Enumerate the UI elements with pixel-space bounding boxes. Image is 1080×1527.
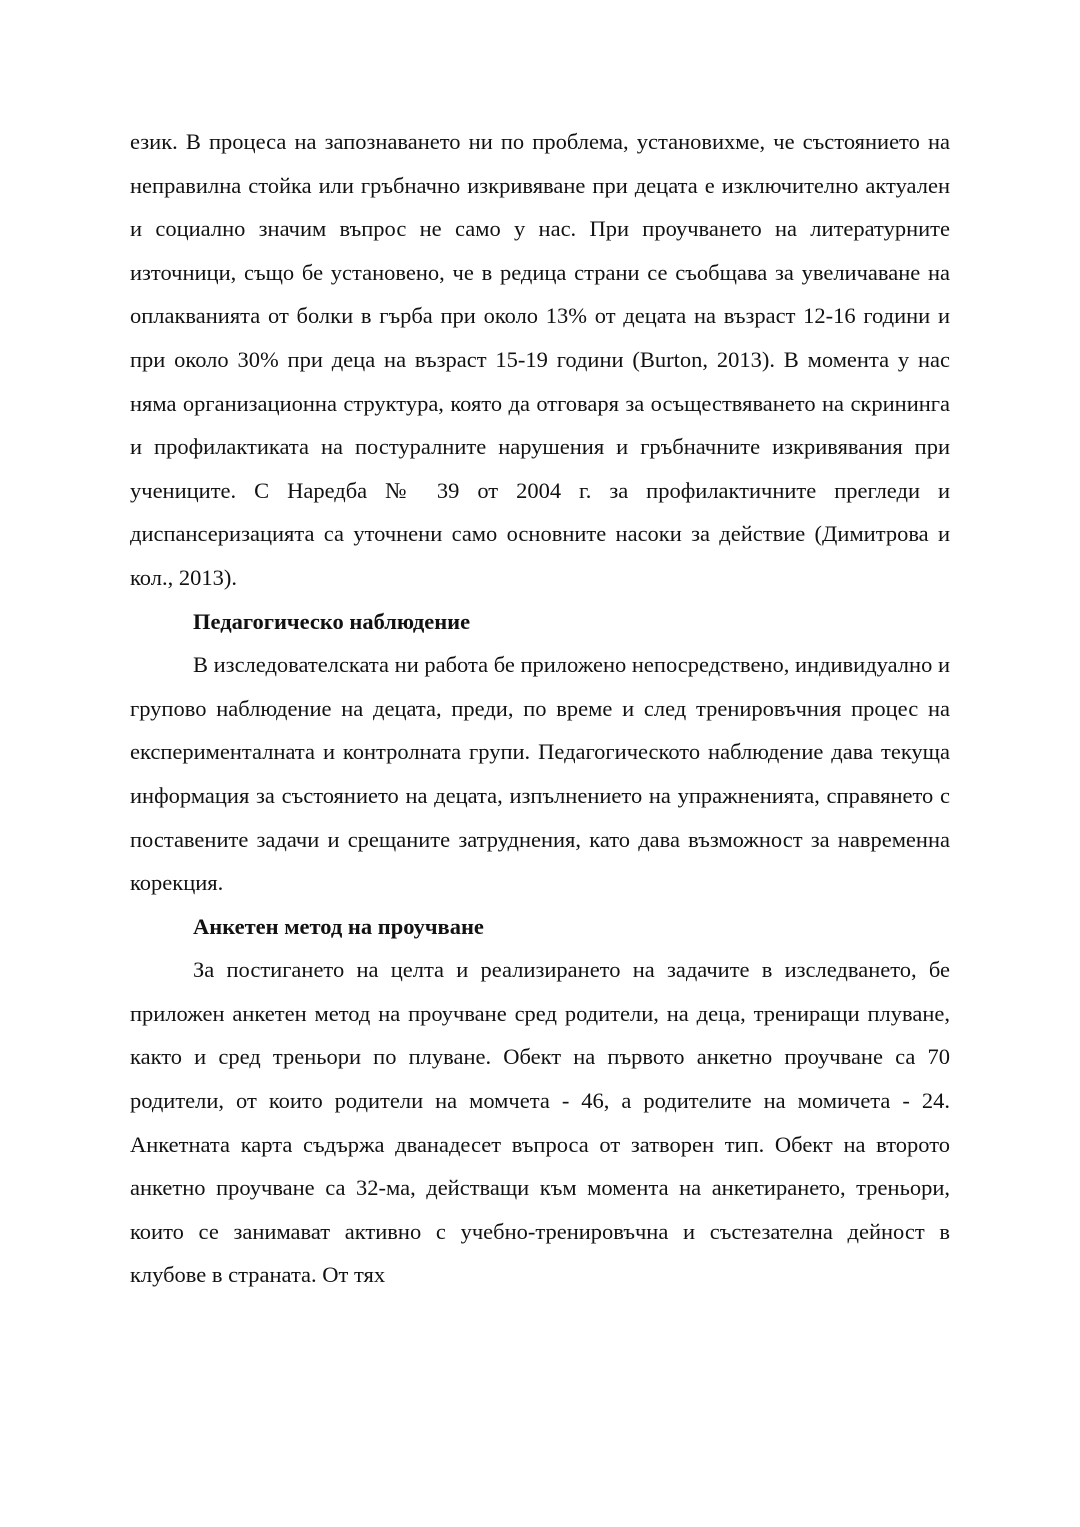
heading-pedagogical-observation: Педагогическо наблюдение <box>193 608 471 634</box>
document-page <box>130 120 950 1297</box>
paragraph-intro: език. В процеса на запознаването ни по проблема, установихме, че състоянието на неправилна стойка или гръбначно изкривяване при децата е изключително актуален и социално значим въпрос не само у нас. При проучването на литературните източници, също бе установено, че в редица страни се съобщава за увеличаване на оплакванията от болки в гърба при около 13% от децата на възраст 12-16 години и при около 30% при деца на възраст 15-19 години (Burton, 2013). В момента у нас няма организационна структура, която да отговаря за осъществяването на скрининга и профилактиката на постуралните нарушения и гръбначните изкривявания при учениците. С Наредба № 39 от 2004 г. за профилактичните прегледи и диспансеризацията са уточнени само основните насоки за действие (Димитрова и кол., 2013). <box>130 129 950 590</box>
heading-survey-method: Анкетен метод на проучване <box>193 913 484 939</box>
paragraph-survey: За постигането на целта и реализирането на задачите в изследването, бе приложен анкетен метод на проучване сред родители, на деца, трениращи плуване, както и сред треньори по плуване. Обект на първото анкетно проучване са 70 родители, от които родители на момчета - 46, а родителите на момичета - 24. Анкетната карта съдържа дванадесет въпроса от затворен тип. Обект на второто анкетно проучване са 32-ма, действащи към момента на анкетирането, треньори, които се занимават активно с учебно-тренировъчна и състезателна дейност в клубове в страната. От тях <box>130 957 950 1288</box>
paragraph-observation: В изследователската ни работа бе приложено непосредствено, индивидуално и групово наблюдение на децата, преди, по време и след тренировъчния процес на експерименталната и контролната групи. Педагогическото наблюдение дава текуща информация за състоянието на децата, изпълнението на упражненията, справянето с поставените задачи и срещаните затруднения, като дава възможност за навременна корекция. <box>130 652 950 896</box>
